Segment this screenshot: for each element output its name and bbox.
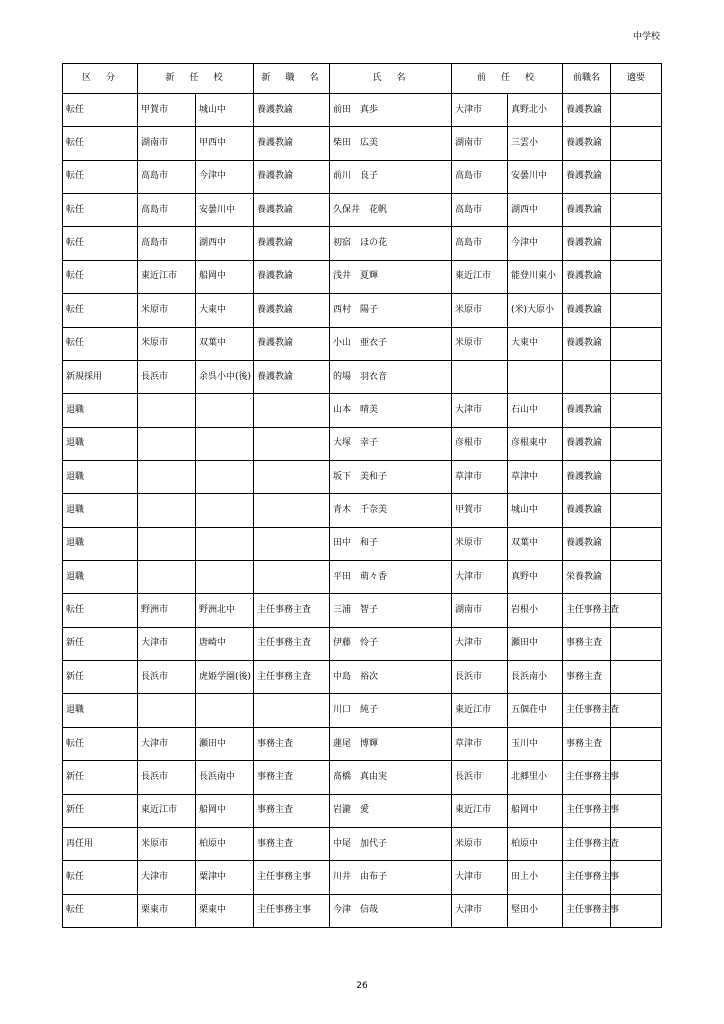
cell-new-city: 大津市	[138, 727, 196, 760]
cell-kubun: 転任	[63, 294, 138, 327]
cell-kubun: 転任	[63, 327, 138, 360]
cell-prev-post: 養護教諭	[563, 194, 611, 227]
cell-new-post: 養護教諭	[254, 360, 330, 393]
table-row	[63, 594, 662, 627]
cell-new-city	[138, 494, 196, 527]
cell-prev-city	[452, 360, 508, 393]
cell-prev-school: 能登川東小	[508, 260, 563, 293]
cell-new-school: 今津中	[196, 160, 254, 193]
cell-name: 蓮尾 博輝	[330, 727, 452, 760]
cell-prev-city: 大津市	[452, 894, 508, 927]
cell-new-city: 東近江市	[138, 260, 196, 293]
cell-note	[611, 360, 662, 393]
cell-new-city	[138, 527, 196, 560]
cell-name: 前田 真歩	[330, 94, 452, 127]
cell-note	[611, 227, 662, 260]
cell-prev-post: 主任事務主事	[563, 761, 611, 794]
cell-new-post: 主任事務主査	[254, 594, 330, 627]
cell-new-school: 瀬田中	[196, 727, 254, 760]
cell-new-school: 双葉中	[196, 327, 254, 360]
page-number: 26	[356, 981, 368, 991]
header-name: 氏 名	[330, 64, 452, 94]
cell-note	[611, 561, 662, 594]
cell-kubun: 転任	[63, 260, 138, 293]
cell-prev-city: 彦根市	[452, 427, 508, 460]
table-row	[63, 294, 662, 327]
cell-new-post: 養護教諭	[254, 260, 330, 293]
cell-prev-school: 岩根小	[508, 594, 563, 627]
cell-new-post	[254, 527, 330, 560]
cell-prev-post: 養護教諭	[563, 260, 611, 293]
cell-new-school: 余呉小中(後)	[196, 360, 254, 393]
cell-note	[611, 294, 662, 327]
table-row	[63, 694, 662, 727]
cell-new-city	[138, 394, 196, 427]
cell-note	[611, 327, 662, 360]
cell-prev-city: 高島市	[452, 194, 508, 227]
header-note: 適要	[611, 64, 662, 94]
table-row	[63, 427, 662, 460]
cell-new-post: 養護教諭	[254, 94, 330, 127]
cell-new-school	[196, 694, 254, 727]
cell-prev-city: 長浜市	[452, 661, 508, 694]
cell-prev-school: 湖西中	[508, 194, 563, 227]
cell-prev-city: 大津市	[452, 561, 508, 594]
cell-new-post: 事務主査	[254, 761, 330, 794]
cell-new-post	[254, 460, 330, 493]
cell-new-city: 野洲市	[138, 594, 196, 627]
cell-new-school: 安曇川中	[196, 194, 254, 227]
cell-prev-school: 今津中	[508, 227, 563, 260]
cell-prev-post: 主任事務主事	[563, 794, 611, 827]
header-prev-school: 前 任 校	[452, 64, 563, 94]
cell-prev-school: 田上小	[508, 861, 563, 894]
cell-prev-school: 安曇川中	[508, 160, 563, 193]
cell-new-post: 養護教諭	[254, 127, 330, 160]
cell-prev-school	[508, 360, 563, 393]
cell-prev-post: 主任事務主査	[563, 694, 611, 727]
cell-new-school	[196, 494, 254, 527]
table-row	[63, 394, 662, 427]
cell-prev-post: 養護教諭	[563, 460, 611, 493]
table-row	[63, 761, 662, 794]
personnel-table	[62, 63, 662, 928]
cell-prev-post: 養護教諭	[563, 227, 611, 260]
cell-name: 田中 和子	[330, 527, 452, 560]
cell-note	[611, 494, 662, 527]
cell-prev-post: 栄養教諭	[563, 561, 611, 594]
cell-prev-school: 草津中	[508, 460, 563, 493]
cell-name: 前川 良子	[330, 160, 452, 193]
cell-name: 今津 信哉	[330, 894, 452, 927]
cell-name: 三浦 智子	[330, 594, 452, 627]
cell-new-city: 湖南市	[138, 127, 196, 160]
cell-new-school: 城山中	[196, 94, 254, 127]
cell-prev-city: 草津市	[452, 460, 508, 493]
cell-note	[611, 194, 662, 227]
cell-new-city: 高島市	[138, 194, 196, 227]
cell-note	[611, 460, 662, 493]
cell-note	[611, 427, 662, 460]
cell-prev-post: 主任事務主事	[563, 894, 611, 927]
table-row	[63, 360, 662, 393]
cell-note	[611, 94, 662, 127]
table-row	[63, 494, 662, 527]
table-row	[63, 94, 662, 127]
cell-prev-school: 大東中	[508, 327, 563, 360]
cell-new-school: 長浜南中	[196, 761, 254, 794]
table-row	[63, 627, 662, 660]
cell-new-school: 船岡中	[196, 260, 254, 293]
cell-prev-post: 養護教諭	[563, 327, 611, 360]
cell-new-post: 養護教諭	[254, 194, 330, 227]
cell-new-school: 大東中	[196, 294, 254, 327]
cell-prev-school: 三雲小	[508, 127, 563, 160]
cell-name: 川井 由布子	[330, 861, 452, 894]
cell-prev-city: 甲賀市	[452, 494, 508, 527]
cell-prev-post: 養護教諭	[563, 160, 611, 193]
cell-new-post: 事務主査	[254, 827, 330, 860]
cell-prev-city: 大津市	[452, 861, 508, 894]
cell-prev-city: 東近江市	[452, 694, 508, 727]
cell-prev-school: 北郷里小	[508, 761, 563, 794]
cell-note	[611, 394, 662, 427]
cell-prev-city: 湖南市	[452, 594, 508, 627]
cell-prev-city: 高島市	[452, 160, 508, 193]
cell-new-city: 甲賀市	[138, 94, 196, 127]
cell-prev-post: 養護教諭	[563, 294, 611, 327]
cell-name: 山本 晴美	[330, 394, 452, 427]
cell-note	[611, 160, 662, 193]
cell-new-post: 養護教諭	[254, 227, 330, 260]
cell-kubun: 新任	[63, 661, 138, 694]
cell-prev-post: 主任事務主査	[563, 594, 611, 627]
cell-name: 的場 羽衣音	[330, 360, 452, 393]
cell-name: 中島 裕次	[330, 661, 452, 694]
cell-prev-city: 大津市	[452, 394, 508, 427]
cell-note	[611, 627, 662, 660]
cell-prev-school: 真野北小	[508, 94, 563, 127]
table-row	[63, 227, 662, 260]
cell-name: 大塚 幸子	[330, 427, 452, 460]
cell-new-post: 養護教諭	[254, 327, 330, 360]
cell-prev-school: 五個荘中	[508, 694, 563, 727]
cell-prev-city: 長浜市	[452, 761, 508, 794]
header-kubun: 区 分	[63, 64, 138, 94]
cell-name: 髙橋 真由実	[330, 761, 452, 794]
cell-new-post: 事務主査	[254, 794, 330, 827]
cell-new-post: 主任事務主査	[254, 627, 330, 660]
cell-prev-school: 船岡中	[508, 794, 563, 827]
cell-kubun: 退職	[63, 527, 138, 560]
cell-name: 青木 千奈美	[330, 494, 452, 527]
cell-kubun: 退職	[63, 427, 138, 460]
table-row	[63, 561, 662, 594]
cell-kubun: 転任	[63, 227, 138, 260]
cell-prev-post	[563, 360, 611, 393]
cell-prev-school: 石山中	[508, 394, 563, 427]
cell-kubun: 転任	[63, 160, 138, 193]
cell-prev-school: 堅田小	[508, 894, 563, 927]
cell-name: 川口 純子	[330, 694, 452, 727]
cell-prev-city: 米原市	[452, 327, 508, 360]
cell-prev-city: 高島市	[452, 227, 508, 260]
cell-prev-school: 長浜南小	[508, 661, 563, 694]
cell-prev-school: 真野中	[508, 561, 563, 594]
header-new-school: 新 任 校	[138, 64, 254, 94]
cell-new-city: 栗東市	[138, 894, 196, 927]
cell-new-city	[138, 561, 196, 594]
cell-new-post	[254, 394, 330, 427]
table-row	[63, 127, 662, 160]
cell-new-city	[138, 427, 196, 460]
cell-prev-school: 彦根東中	[508, 427, 563, 460]
table-row	[63, 527, 662, 560]
cell-new-city	[138, 694, 196, 727]
cell-new-city: 長浜市	[138, 360, 196, 393]
header-new-post: 新 職 名	[254, 64, 330, 94]
cell-prev-city: 草津市	[452, 727, 508, 760]
cell-prev-post: 養護教諭	[563, 427, 611, 460]
cell-kubun: 退職	[63, 561, 138, 594]
cell-prev-post: 養護教諭	[563, 394, 611, 427]
cell-prev-city: 東近江市	[452, 794, 508, 827]
cell-new-school: 栗東中	[196, 894, 254, 927]
cell-kubun: 新任	[63, 627, 138, 660]
table-row	[63, 894, 662, 927]
cell-new-city: 高島市	[138, 227, 196, 260]
cell-new-post	[254, 561, 330, 594]
cell-kubun: 転任	[63, 194, 138, 227]
cell-prev-school: 瀬田中	[508, 627, 563, 660]
cell-name: 小山 亜衣子	[330, 327, 452, 360]
school-level-label: 中学校	[632, 32, 660, 42]
cell-prev-post: 養護教諭	[563, 94, 611, 127]
cell-new-city: 米原市	[138, 327, 196, 360]
table-row	[63, 661, 662, 694]
cell-new-school	[196, 427, 254, 460]
cell-new-post: 事務主査	[254, 727, 330, 760]
cell-new-school: 湖西中	[196, 227, 254, 260]
table-row	[63, 194, 662, 227]
cell-kubun: 退職	[63, 460, 138, 493]
cell-new-post: 主任事務主査	[254, 661, 330, 694]
cell-prev-city: 東近江市	[452, 260, 508, 293]
cell-prev-school: (米)大原小	[508, 294, 563, 327]
cell-prev-post: 主任事務主事	[563, 861, 611, 894]
cell-new-school: 唐崎中	[196, 627, 254, 660]
cell-name: 平田 萌々香	[330, 561, 452, 594]
cell-note	[611, 127, 662, 160]
cell-prev-city: 大津市	[452, 94, 508, 127]
cell-kubun: 転任	[63, 127, 138, 160]
cell-name: 久保井 花帆	[330, 194, 452, 227]
cell-prev-post: 養護教諭	[563, 527, 611, 560]
cell-prev-city: 米原市	[452, 294, 508, 327]
cell-kubun: 転任	[63, 94, 138, 127]
cell-new-city: 長浜市	[138, 761, 196, 794]
table-row	[63, 160, 662, 193]
table-row	[63, 260, 662, 293]
cell-prev-post: 養護教諭	[563, 494, 611, 527]
cell-new-school	[196, 561, 254, 594]
cell-kubun: 新任	[63, 794, 138, 827]
cell-kubun: 再任用	[63, 827, 138, 860]
cell-prev-post: 事務主査	[563, 627, 611, 660]
cell-new-city: 高島市	[138, 160, 196, 193]
table-row	[63, 327, 662, 360]
cell-note	[611, 727, 662, 760]
cell-name: 浅井 夏輝	[330, 260, 452, 293]
cell-prev-school: 双葉中	[508, 527, 563, 560]
cell-new-post: 主任事務主事	[254, 861, 330, 894]
cell-new-post	[254, 494, 330, 527]
cell-new-city	[138, 460, 196, 493]
cell-prev-school: 城山中	[508, 494, 563, 527]
cell-kubun: 新規採用	[63, 360, 138, 393]
cell-new-school	[196, 394, 254, 427]
cell-new-school: 柏原中	[196, 827, 254, 860]
cell-prev-post: 主任事務主査	[563, 827, 611, 860]
cell-prev-school: 柏原中	[508, 827, 563, 860]
cell-name: 坂下 美和子	[330, 460, 452, 493]
cell-kubun: 転任	[63, 861, 138, 894]
cell-note	[611, 661, 662, 694]
cell-new-city: 長浜市	[138, 661, 196, 694]
cell-prev-city: 米原市	[452, 827, 508, 860]
cell-prev-post: 養護教諭	[563, 127, 611, 160]
cell-new-city: 大津市	[138, 627, 196, 660]
cell-kubun: 新任	[63, 761, 138, 794]
cell-prev-city: 米原市	[452, 527, 508, 560]
cell-name: 中尾 加代子	[330, 827, 452, 860]
cell-kubun: 退職	[63, 694, 138, 727]
cell-prev-school: 玉川中	[508, 727, 563, 760]
cell-new-post	[254, 694, 330, 727]
cell-new-school: 虎姫学園(後)	[196, 661, 254, 694]
header-row	[63, 64, 662, 94]
cell-kubun: 転任	[63, 594, 138, 627]
cell-new-post: 主任事務主事	[254, 894, 330, 927]
cell-name: 伊藤 怜子	[330, 627, 452, 660]
cell-prev-post: 事務主査	[563, 727, 611, 760]
cell-kubun: 転任	[63, 727, 138, 760]
cell-new-city: 米原市	[138, 827, 196, 860]
cell-kubun: 転任	[63, 894, 138, 927]
cell-new-school: 船岡中	[196, 794, 254, 827]
header-prev-post: 前職名	[563, 64, 611, 94]
cell-note	[611, 260, 662, 293]
cell-prev-city: 大津市	[452, 627, 508, 660]
cell-new-city: 東近江市	[138, 794, 196, 827]
cell-new-school: 甲西中	[196, 127, 254, 160]
table-row	[63, 827, 662, 860]
cell-prev-city: 湖南市	[452, 127, 508, 160]
cell-name: 柴田 広美	[330, 127, 452, 160]
cell-kubun: 退職	[63, 394, 138, 427]
cell-new-post	[254, 427, 330, 460]
cell-new-school	[196, 460, 254, 493]
table-row	[63, 460, 662, 493]
cell-name: 岩瀧 愛	[330, 794, 452, 827]
cell-new-city: 大津市	[138, 861, 196, 894]
cell-new-post: 養護教諭	[254, 294, 330, 327]
cell-new-school: 野洲北中	[196, 594, 254, 627]
cell-new-school	[196, 527, 254, 560]
cell-prev-post: 事務主査	[563, 661, 611, 694]
cell-new-school: 粟津中	[196, 861, 254, 894]
table-row	[63, 861, 662, 894]
cell-new-city: 米原市	[138, 294, 196, 327]
table-row	[63, 794, 662, 827]
cell-kubun: 退職	[63, 494, 138, 527]
cell-note	[611, 527, 662, 560]
cell-new-post: 養護教諭	[254, 160, 330, 193]
table-row	[63, 727, 662, 760]
cell-name: 初宿 ほの花	[330, 227, 452, 260]
cell-name: 西村 陽子	[330, 294, 452, 327]
